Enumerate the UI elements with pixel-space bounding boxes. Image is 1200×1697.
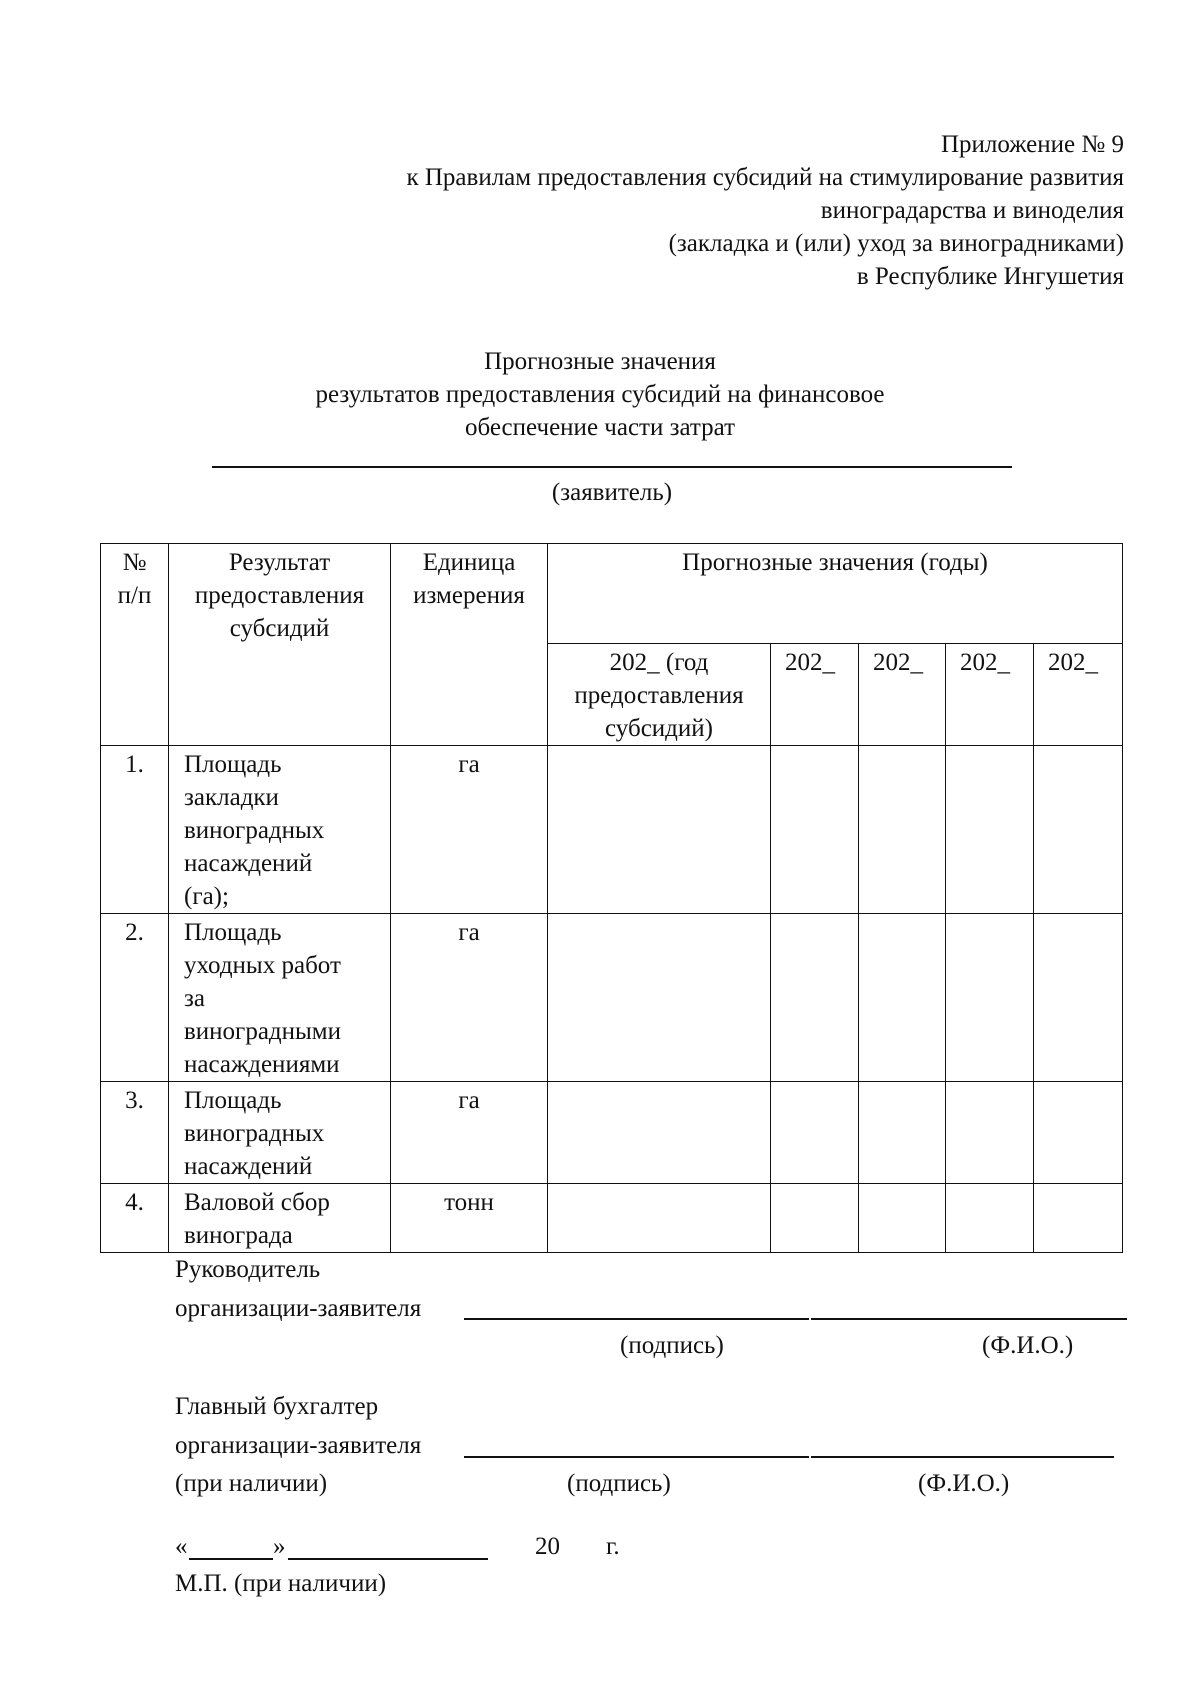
header-line: к Правилам предоставления субсидий на стимулирование развития [406, 164, 1124, 191]
head-title-line1: Руководитель [175, 1256, 321, 1283]
row-result: Площадь уходных работ за виноградными насаждениями [169, 914, 391, 1082]
title-line: Прогнозные значения [484, 348, 716, 375]
value-cell[interactable] [1034, 914, 1123, 1082]
row-num: 4. [101, 1184, 169, 1253]
accountant-signature-caption: (подпись) [567, 1470, 671, 1497]
value-cell[interactable] [946, 1082, 1034, 1184]
value-cell[interactable] [1034, 746, 1123, 914]
date-day-line[interactable] [189, 1558, 273, 1560]
value-cell[interactable] [1034, 1184, 1123, 1253]
row-result: Площадь виноградных насаждений [169, 1082, 391, 1184]
value-cell[interactable] [1034, 1082, 1123, 1184]
value-cell[interactable] [548, 1184, 771, 1253]
accountant-title-line1: Главный бухгалтер [175, 1393, 379, 1420]
date-month-line[interactable] [288, 1558, 488, 1560]
value-cell[interactable] [946, 746, 1034, 914]
appendix-header [244, 128, 1124, 293]
accountant-title-line3: (при наличии) [175, 1470, 328, 1497]
accountant-name-line[interactable] [811, 1456, 1114, 1458]
row-unit: га [391, 1082, 548, 1184]
row-unit: га [391, 914, 548, 1082]
row-num: 2. [101, 914, 169, 1082]
header-year: 202_ [946, 644, 1034, 746]
header-line: Приложение № 9 [940, 131, 1124, 158]
table-row [101, 1082, 1123, 1184]
header-line: виноградарства и виноделия [820, 197, 1124, 224]
row-result: Валовой сбор винограда [169, 1184, 391, 1253]
header-year: 202_ [771, 644, 859, 746]
row-num: 3. [101, 1082, 169, 1184]
accountant-title-line2: организации-заявителя [175, 1432, 422, 1459]
value-cell[interactable] [771, 746, 859, 914]
row-num: 1. [101, 746, 169, 914]
value-cell[interactable] [771, 914, 859, 1082]
row-unit: тонн [391, 1184, 548, 1253]
accountant-name-caption: (Ф.И.О.) [918, 1470, 1010, 1497]
header-year-first: 202_ (год предоставления субсидий) [548, 644, 771, 746]
head-title-line2: организации-заявителя [175, 1295, 422, 1322]
table-row [101, 746, 1123, 914]
head-signature-line[interactable] [464, 1318, 809, 1320]
value-cell[interactable] [859, 914, 946, 1082]
value-cell[interactable] [946, 1184, 1034, 1253]
value-cell[interactable] [859, 746, 946, 914]
table-row [101, 914, 1123, 1082]
value-cell[interactable] [548, 914, 771, 1082]
header-year: 202_ [1034, 644, 1123, 746]
title-line: результатов предоставления субсидий на финансовое [315, 381, 885, 408]
title-line: обеспечение части затрат [464, 414, 736, 441]
value-cell[interactable] [946, 914, 1034, 1082]
row-result: Площадь закладки виноградных насаждений (га); [169, 746, 391, 914]
date-year-prefix: 20 [535, 1533, 560, 1560]
accountant-signature-line[interactable] [464, 1456, 809, 1458]
date-close-quote: » [273, 1533, 286, 1560]
applicant-caption: (заявитель) [551, 479, 673, 506]
date-year-suffix: г. [606, 1533, 620, 1560]
header-line: (закладка и (или) уход за виноградниками) [668, 230, 1124, 257]
applicant-fill-line[interactable] [212, 466, 1012, 468]
head-name-line[interactable] [811, 1318, 1127, 1320]
value-cell[interactable] [771, 1184, 859, 1253]
header-year: 202_ [859, 644, 946, 746]
header-num: № п/п [101, 544, 169, 746]
header-line: в Республике Ингушетия [856, 263, 1124, 290]
date-open-quote: « [175, 1533, 188, 1560]
row-unit: га [391, 746, 548, 914]
value-cell[interactable] [859, 1082, 946, 1184]
value-cell[interactable] [548, 746, 771, 914]
forecast-table [100, 543, 1123, 1253]
head-name-caption: (Ф.И.О.) [982, 1332, 1074, 1359]
value-cell[interactable] [548, 1082, 771, 1184]
header-result: Результат предоставления субсидий [169, 544, 391, 746]
header-unit: Единица измерения [391, 544, 548, 746]
head-signature-caption: (подпись) [620, 1332, 724, 1359]
value-cell[interactable] [859, 1184, 946, 1253]
header-forecast: Прогнозные значения (годы) [548, 544, 1123, 644]
table-row [101, 1184, 1123, 1253]
value-cell[interactable] [771, 1082, 859, 1184]
stamp-label: М.П. (при наличии) [175, 1570, 387, 1597]
